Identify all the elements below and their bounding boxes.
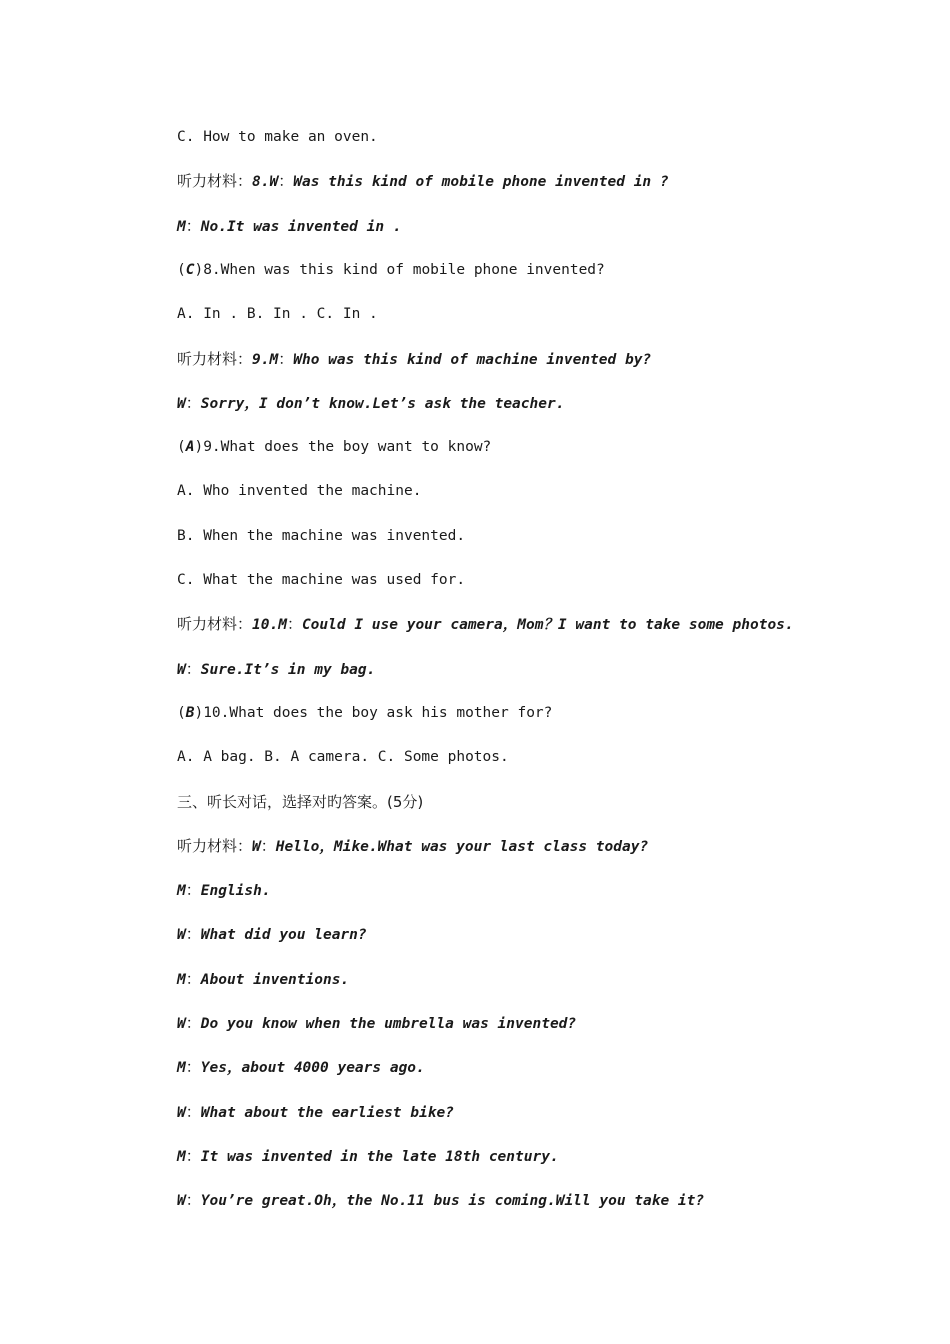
text-segment: (	[177, 262, 186, 278]
text-line	[177, 923, 877, 945]
text-segment: Yes，about 4000 years ago.	[200, 1060, 425, 1076]
text-segment: Do you know when the umbrella was invented?	[200, 1016, 577, 1032]
text-segment: )9.What does the boy want to know?	[194, 439, 492, 455]
text-segment: M	[177, 883, 186, 899]
text-segment: Sorry，I don’t know.Let’s ask the teacher.	[200, 396, 565, 412]
text-segment: What about the earliest bike?	[200, 1105, 454, 1121]
text-segment: ：	[278, 172, 294, 190]
text-segment: ：	[185, 217, 201, 235]
text-segment: ：	[185, 1014, 201, 1032]
text-segment: B	[185, 705, 195, 721]
text-segment: ：	[185, 970, 201, 988]
text-line	[177, 215, 877, 237]
text-segment: 听力材料：	[177, 837, 253, 855]
text-line	[177, 835, 877, 857]
text-segment: No.It was invented in .	[200, 219, 402, 235]
text-line	[177, 1101, 877, 1123]
text-segment: ：	[185, 925, 201, 943]
text-segment: What did you learn?	[200, 927, 367, 943]
text-segment: B. When the machine was invented.	[177, 528, 466, 544]
text-segment: W	[252, 839, 261, 855]
text-line	[177, 480, 877, 502]
text-segment: W	[177, 662, 186, 678]
text-segment: M	[177, 972, 186, 988]
text-segment: A. A bag. B. A camera. C. Some photos.	[177, 749, 509, 765]
text-segment: 听力材料：	[177, 615, 253, 633]
text-line	[177, 1056, 877, 1078]
text-segment: ：	[185, 1191, 201, 1209]
text-segment: Could I use your camera，Mom？I want to take some photos.	[301, 617, 794, 633]
text-segment: Sure.It’s in my bag.	[200, 662, 376, 678]
text-segment: C. How to make an oven.	[177, 129, 378, 145]
text-segment: A	[185, 439, 195, 455]
text-segment: 8.W	[252, 174, 279, 190]
text-segment: (	[177, 439, 186, 455]
text-segment: ：	[185, 881, 201, 899]
text-line	[177, 392, 877, 414]
text-line	[177, 1189, 877, 1211]
text-segment: W	[177, 1105, 186, 1121]
text-line	[177, 348, 877, 370]
text-segment: M	[177, 219, 186, 235]
text-segment: M	[177, 1149, 186, 1165]
text-line	[177, 126, 877, 148]
text-segment: It was invented in the late 18th century.	[200, 1149, 559, 1165]
text-segment: ：	[286, 615, 302, 633]
text-segment: ：	[185, 394, 201, 412]
text-line	[177, 525, 877, 547]
text-segment: You’re great.Oh，the No.11 bus is coming.Will you take it?	[200, 1193, 705, 1209]
text-segment: Was this kind of mobile phone invented in ?	[293, 174, 669, 190]
text-segment: ：	[185, 1147, 201, 1165]
text-line	[177, 303, 877, 325]
text-segment: W	[177, 1016, 186, 1032]
text-segment: M	[177, 1060, 186, 1076]
text-line	[177, 613, 877, 635]
text-line	[177, 702, 877, 724]
text-line	[177, 259, 877, 281]
text-segment: 听力材料：	[177, 172, 253, 190]
text-segment: A. In . B. In . C. In .	[177, 306, 378, 322]
text-line	[177, 569, 877, 591]
text-line	[177, 1012, 877, 1034]
text-line	[177, 791, 877, 813]
text-segment: )8.When was this kind of mobile phone invented?	[194, 262, 605, 278]
text-segment: ：	[260, 837, 276, 855]
text-segment: W	[177, 1193, 186, 1209]
text-segment: 10.M	[252, 617, 287, 633]
text-segment: ：	[185, 660, 201, 678]
text-segment: 9.M	[252, 352, 279, 368]
text-segment: W	[177, 927, 186, 943]
text-segment: C. What the machine was used for.	[177, 572, 466, 588]
text-segment: 听力材料：	[177, 350, 253, 368]
text-line	[177, 436, 877, 458]
text-segment: C	[185, 262, 195, 278]
text-segment: About inventions.	[200, 972, 350, 988]
text-segment: English.	[200, 883, 271, 899]
text-segment: (	[177, 705, 186, 721]
text-segment: A. Who invented the machine.	[177, 483, 422, 499]
text-line	[177, 746, 877, 768]
text-segment: ：	[278, 350, 294, 368]
text-line	[177, 968, 877, 990]
text-segment: ：	[185, 1058, 201, 1076]
text-line	[177, 170, 877, 192]
text-segment: Hello，Mike.What was your last class today?	[275, 839, 649, 855]
text-segment: Who was this kind of machine invented by?	[293, 352, 652, 368]
text-segment: )10.What does the boy ask his mother for?	[194, 705, 553, 721]
text-line	[177, 879, 877, 901]
text-segment: ：	[185, 1103, 201, 1121]
text-segment: W	[177, 396, 186, 412]
text-line	[177, 658, 877, 680]
text-line	[177, 1145, 877, 1167]
text-segment: 三、听长对话，选择对旳答案。(5分)	[177, 793, 424, 811]
